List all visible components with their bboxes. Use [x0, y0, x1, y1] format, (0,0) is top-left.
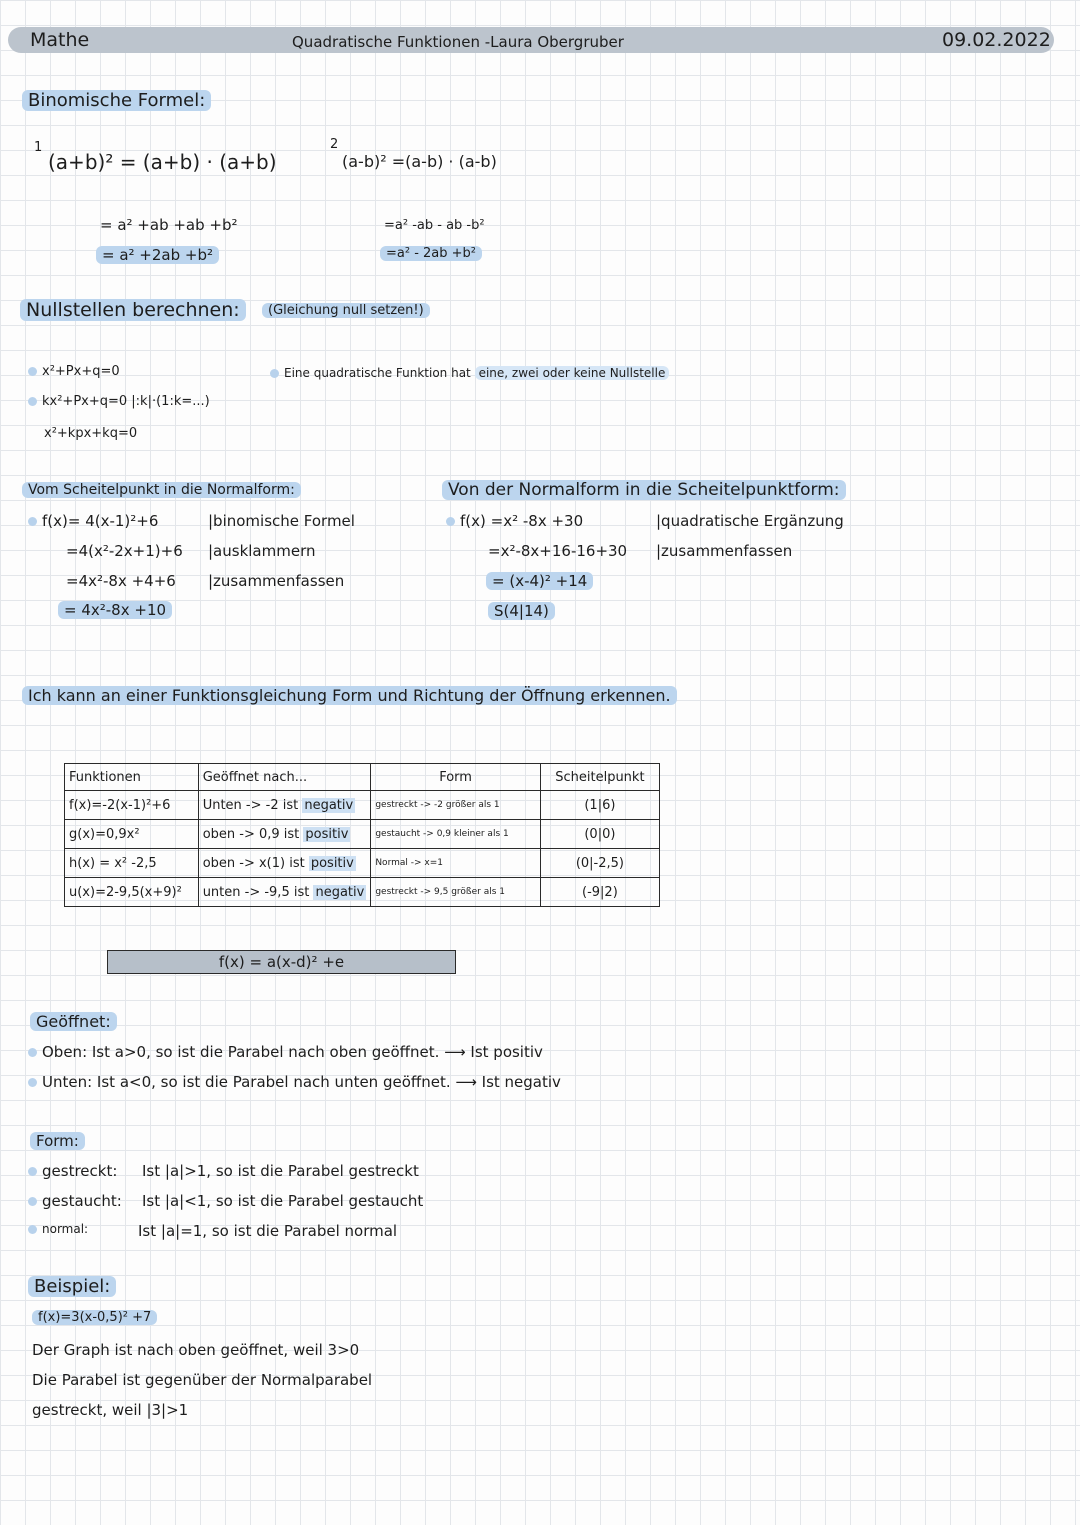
form-item-label: gestreckt: [28, 1162, 117, 1180]
normal-to-scheitel-step-note: |zusammenfassen [656, 542, 793, 560]
normal-to-scheitel-heading: Von der Normalform in die Scheitelpunktform: [442, 480, 846, 500]
table-row [65, 849, 660, 878]
formula2-line1: (a-b)² =(a-b) · (a-b) [342, 152, 497, 171]
table-header-opened: Geöffnet nach... [198, 764, 371, 791]
table-cell-function: u(x)=2-9,5(x+9)² [65, 878, 199, 907]
normal-to-scheitel-vertex: S(4|14) [488, 602, 555, 620]
form-item-text: Ist |a|<1, so ist die Parabel gestaucht [142, 1192, 424, 1210]
normal-to-scheitel-result: = (x-4)² +14 [486, 572, 593, 590]
bullet-dot-icon [28, 367, 37, 376]
nullstellen-eq3: x²+kpx+kq=0 [44, 426, 138, 441]
table-cell-vertex: (0|-2,5) [540, 849, 659, 878]
formula1-line1: (a+b)² = (a+b) · (a+b) [48, 150, 277, 174]
beispiel-line3: gestreckt, weil |3|>1 [32, 1401, 189, 1419]
geoeffnet-unten: Unten: Ist a<0, so ist die Parabel nach unten geöffnet. ⟶ Ist negativ [28, 1073, 561, 1091]
nullstellen-heading: Nullstellen berechnen: [20, 299, 246, 321]
bullet-dot-icon [446, 517, 455, 526]
formula2-line2: =a² -ab - ab -b² [384, 218, 485, 233]
scheitel-to-normal-step-expr: =4(x²-2x+1)+6 [66, 542, 183, 560]
beispiel-line1: Der Graph ist nach oben geöffnet, weil 3>0 [32, 1341, 360, 1359]
table-cell-form: gestaucht -> 0,9 kleiner als 1 [371, 820, 540, 849]
general-formula: f(x) = a(x-d)² +e [107, 950, 456, 974]
bullet-dot-icon [28, 517, 37, 526]
table-cell-opened: oben -> x(1) ist positiv [198, 849, 371, 878]
table-cell-form: Normal -> x=1 [371, 849, 540, 878]
page-title: Quadratische Funktionen -Laura Obergruber [292, 33, 624, 51]
beispiel-line2: Die Parabel ist gegenüber der Normalparabel [32, 1371, 373, 1389]
table-cell-vertex: (1|6) [540, 791, 659, 820]
geoeffnet-oben: Oben: Ist a>0, so ist die Parabel nach oben geöffnet. ⟶ Ist positiv [28, 1043, 543, 1061]
bullet-dot-icon [28, 1048, 37, 1057]
table-cell-function: h(x) = x² -2,5 [65, 849, 199, 878]
beispiel-formula: f(x)=3(x-0,5)² +7 [32, 1310, 157, 1325]
beispiel-heading: Beispiel: [28, 1276, 116, 1297]
nullstellen-note: Eine quadratische Funktion hat eine, zwei oder keine Nullstelle [270, 366, 669, 380]
table-cell-form: gestreckt -> -2 größer als 1 [371, 791, 540, 820]
bullet-dot-icon [28, 397, 37, 406]
table-header-row [65, 764, 660, 791]
table-cell-opened: Unten -> -2 ist negativ [198, 791, 371, 820]
scheitel-to-normal-result: = 4x²-8x +10 [58, 601, 172, 619]
table-cell-opened: unten -> -9,5 ist negativ [198, 878, 371, 907]
geoeffnet-heading: Geöffnet: [30, 1012, 117, 1031]
formula2-line3: =a² - 2ab +b² [380, 246, 482, 261]
table-header-vertex: Scheitelpunkt [540, 764, 659, 791]
table-cell-vertex: (-9|2) [540, 878, 659, 907]
form-item-text: Ist |a|>1, so ist die Parabel gestreckt [142, 1162, 419, 1180]
scheitel-to-normal-heading: Vom Scheitelpunkt in die Normalform: [22, 482, 301, 498]
bullet-dot-icon [28, 1197, 37, 1206]
scheitel-to-normal-step-note: |binomische Formel [208, 512, 355, 530]
table-row [65, 820, 660, 849]
normal-to-scheitel-step-expr: f(x) =x² -8x +30 [446, 512, 583, 530]
table-cell-opened: oben -> 0,9 ist positiv [198, 820, 371, 849]
table-header-form: Form [371, 764, 540, 791]
table-row [65, 878, 660, 907]
form-heading: Form: [30, 1132, 85, 1150]
nullstellen-eq1: x²+Px+q=0 [28, 364, 120, 379]
formula2-number: 2 [330, 137, 339, 152]
bullet-dot-icon [270, 369, 279, 378]
table-row [65, 791, 660, 820]
statement: Ich kann an einer Funktionsgleichung Form und Richtung der Öffnung erkennen. [22, 686, 677, 705]
scheitel-to-normal-step-note: |ausklammern [208, 542, 316, 560]
scheitel-to-normal-step-note: |zusammenfassen [208, 572, 345, 590]
table-cell-form: gestreckt -> 9,5 größer als 1 [371, 878, 540, 907]
formula1-line2: = a² +ab +ab +b² [100, 216, 238, 234]
formula1-number: 1 [34, 140, 43, 155]
nullstellen-hint: (Gleichung null setzen!) [262, 303, 430, 318]
functions-table [64, 763, 660, 907]
form-item-label: gestaucht: [28, 1192, 122, 1210]
nullstellen-eq2: kx²+Px+q=0 |:k|·(1:k=...) [28, 394, 210, 409]
date-label: 09.02.2022 [942, 29, 1051, 51]
bullet-dot-icon [28, 1167, 37, 1176]
normal-to-scheitel-step-expr: =x²-8x+16-16+30 [488, 542, 628, 560]
scheitel-to-normal-step-expr: =4x²-8x +4+6 [66, 572, 176, 590]
formula1-line3: = a² +2ab +b² [96, 246, 219, 264]
binomisch-heading: Binomische Formel: [22, 90, 211, 111]
bullet-dot-icon [28, 1078, 37, 1087]
table-cell-vertex: (0|0) [540, 820, 659, 849]
scheitel-to-normal-step-expr: f(x)= 4(x-1)²+6 [28, 512, 158, 530]
table-cell-function: f(x)=-2(x-1)²+6 [65, 791, 199, 820]
table-header-functions: Funktionen [65, 764, 199, 791]
normal-to-scheitel-step-note: |quadratische Ergänzung [656, 512, 844, 530]
form-item-label: normal: [28, 1222, 88, 1236]
subject-label: Mathe [30, 29, 90, 51]
table-cell-function: g(x)=0,9x² [65, 820, 199, 849]
bullet-dot-icon [28, 1225, 37, 1234]
form-item-text: Ist |a|=1, so ist die Parabel normal [138, 1222, 398, 1240]
